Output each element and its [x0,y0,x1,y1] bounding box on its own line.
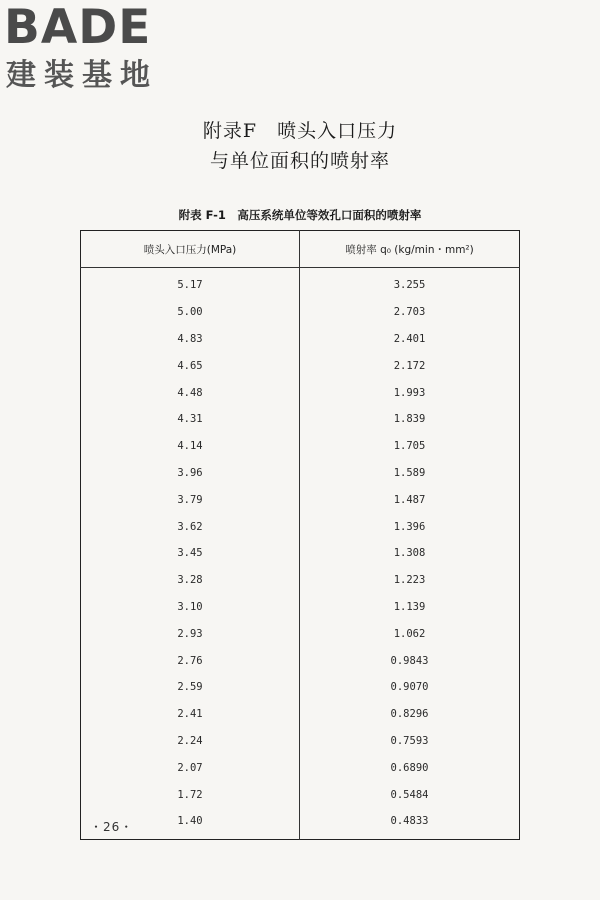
pressure-cell: 4.48 [81,379,300,406]
pressure-cell: 3.45 [81,540,300,567]
spray-rate-cell: 1.396 [393,520,426,533]
table-caption: 附表 F-1 高压系统单位等效孔口面积的喷射率 [178,208,422,222]
spray-rate-cell: 0.9070 [390,681,429,694]
table-row [81,486,520,513]
pressure-cell: 3.79 [81,486,300,513]
table-row [81,299,520,326]
pressure-cell: 4.31 [81,406,300,433]
table-row [81,433,520,460]
spray-rate-cell: 1.062 [393,627,426,640]
pressure-cell: 4.83 [81,326,300,353]
table-row [81,728,520,755]
table-row [81,594,520,621]
spray-rate-cell: 0.6890 [390,761,429,774]
spray-rate-cell: 0.5484 [390,788,429,801]
table-body [81,268,520,840]
spray-rate-cell: 0.8296 [390,708,429,721]
spray-rate-cell: 2.401 [393,332,426,345]
spray-rate-cell: 3.255 [393,279,426,292]
pressure-cell: 2.24 [81,728,300,755]
pressure-cell: 5.00 [81,299,300,326]
pressure-cell: 2.59 [81,674,300,701]
appendix-title: 附录F 喷头入口压力 [202,120,398,142]
header-spray-rate: 喷射率 q₀ (kg/min・mm²) [300,231,520,268]
spray-rate-cell: 0.7593 [390,734,429,747]
pressure-cell: 2.41 [81,701,300,728]
pressure-cell: 1.40 [81,808,300,839]
page-number: ・26・ [90,820,134,834]
pressure-cell: 3.96 [81,460,300,487]
logo-mark: BADE [4,0,152,55]
pressure-cell: 4.14 [81,433,300,460]
table-row [81,379,520,406]
spray-rate-cell: 1.839 [393,413,426,426]
spray-rate-cell: 1.308 [393,547,426,560]
pressure-cell: 3.10 [81,594,300,621]
spray-rate-cell: 0.4833 [390,815,429,828]
pressure-cell: 3.28 [81,567,300,594]
logo-subtitle: 建装基地 [6,58,158,93]
table-row [81,513,520,540]
spray-rate-cell: 2.703 [393,306,426,319]
spray-rate-cell: 1.993 [393,386,426,399]
spray-rate-cell: 0.9843 [390,654,429,667]
appendix-subtitle: 与单位面积的喷射率 [209,150,390,172]
spray-rate-cell: 2.172 [393,359,426,372]
table-row [81,647,520,674]
spray-rate-cell: 1.589 [393,466,426,479]
pressure-cell: 2.93 [81,620,300,647]
pressure-cell: 3.62 [81,513,300,540]
spray-rate-cell: 1.487 [393,493,426,506]
watermark-logo [4,2,174,94]
pressure-cell: 2.76 [81,647,300,674]
table-row [81,674,520,701]
spray-rate-table [80,230,520,840]
table-row [81,754,520,781]
table-row [81,460,520,487]
pressure-cell: 4.65 [81,352,300,379]
table-row [81,352,520,379]
pressure-cell: 1.72 [81,781,300,808]
pressure-cell: 5.17 [81,268,300,299]
table-row [81,268,520,299]
table-row [81,326,520,353]
table-row [81,567,520,594]
spray-rate-cell: 1.139 [393,600,426,613]
pressure-cell: 2.07 [81,754,300,781]
spray-rate-cell: 1.705 [393,440,426,453]
table-row [81,781,520,808]
header-pressure: 喷头入口压力(MPa) [81,231,300,268]
table-header-row [81,231,520,268]
table-row [81,540,520,567]
table-row [81,808,520,839]
spray-rate-cell: 1.223 [393,574,426,587]
table-row [81,406,520,433]
table-row [81,620,520,647]
table-row [81,701,520,728]
